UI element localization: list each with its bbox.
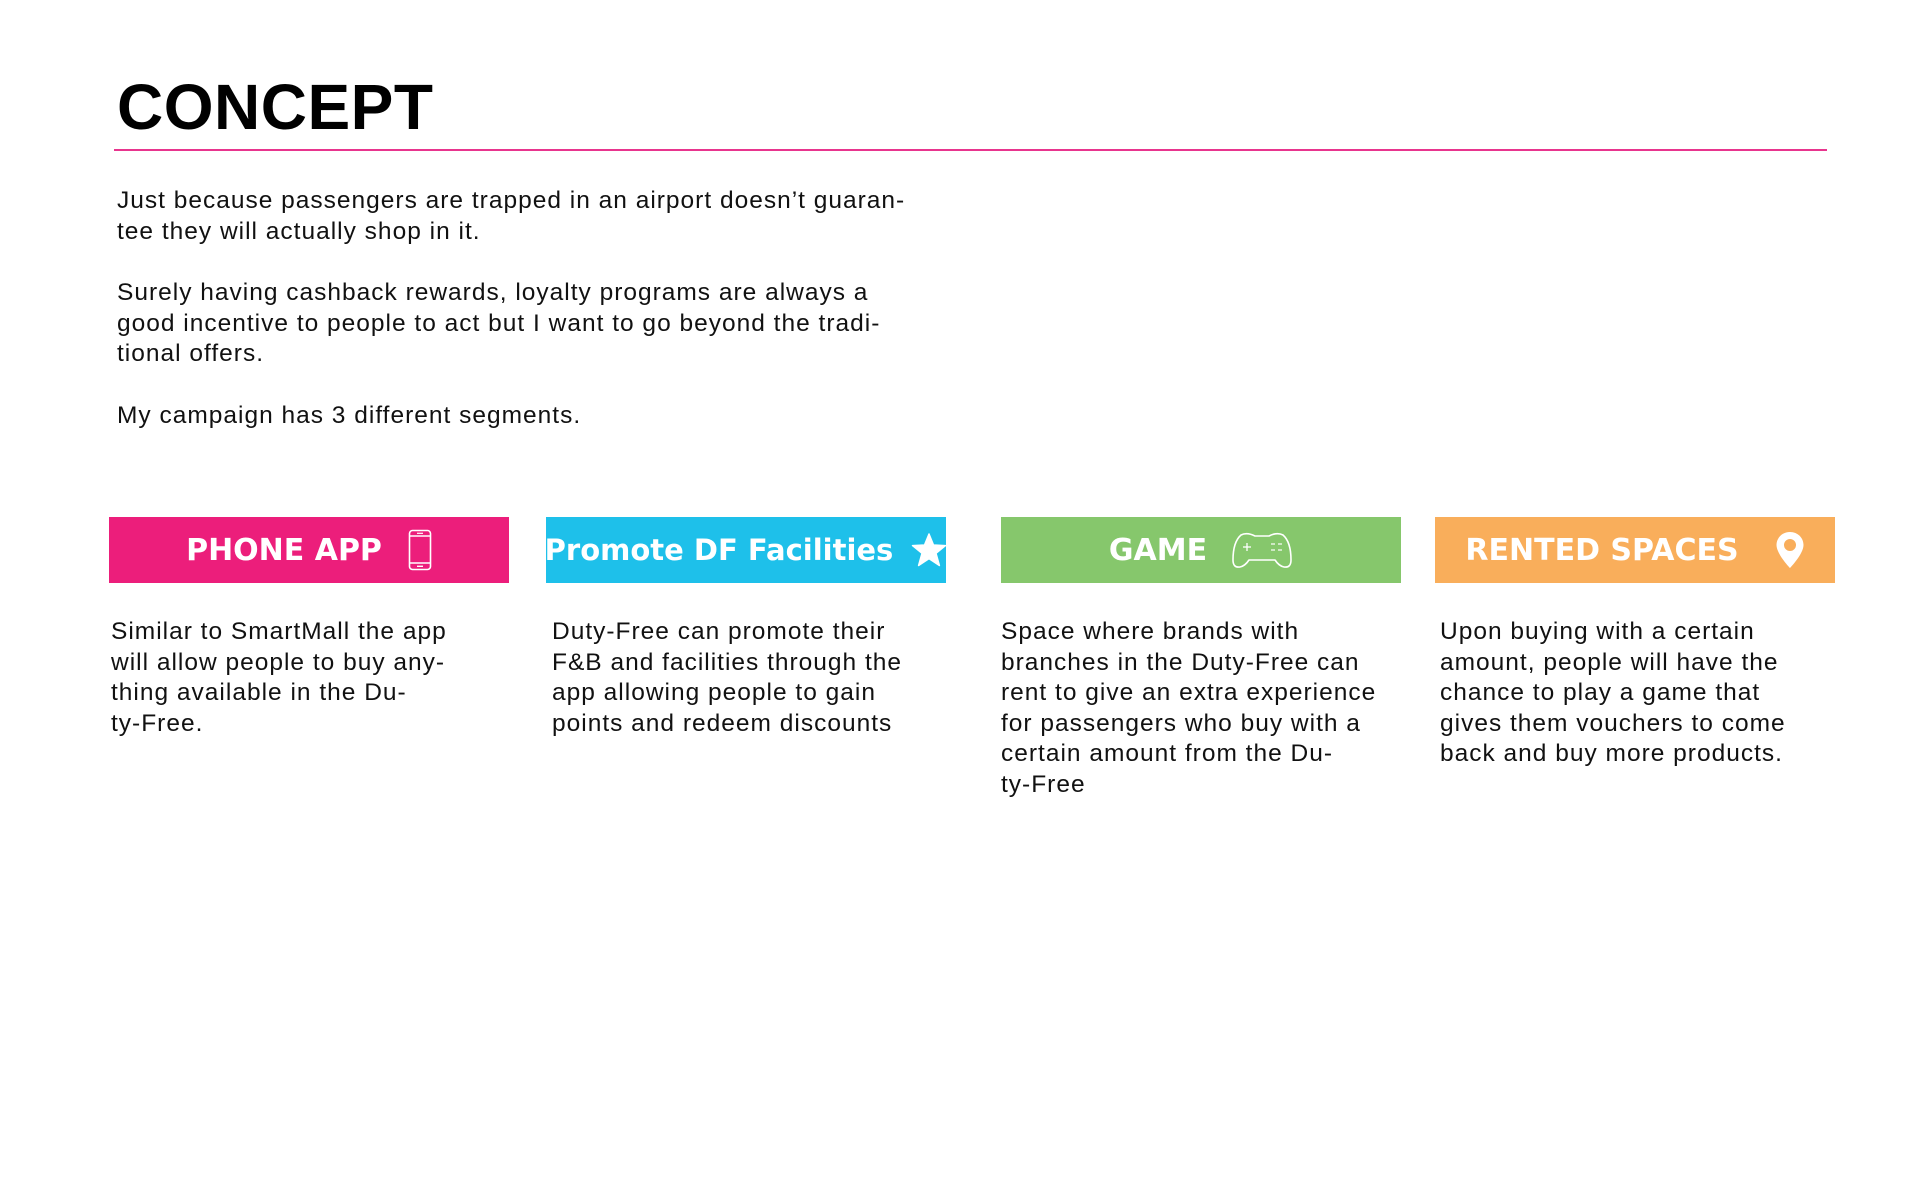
segment-title: GAME	[1108, 532, 1208, 568]
phone-icon	[408, 529, 432, 571]
location-pin-icon	[1775, 531, 1805, 569]
intro-text	[117, 186, 977, 462]
segment-title: RENTED SPACES	[1465, 532, 1739, 568]
segment-title: PHONE APP	[186, 532, 382, 568]
segment-header	[546, 517, 946, 583]
intro-paragraph: My campaign has 3 different segments.	[117, 401, 582, 429]
segment-description: Upon buying with a certain amount, people will have the chance to play a game that gives them vouchers to come back and buy more products.	[1440, 618, 1786, 767]
segment-header	[1001, 517, 1401, 583]
intro-paragraph: Surely having cashback rewards, loyalty programs are always a good incentive to people to act but I want to go beyond the tradi- tional offers.	[117, 279, 881, 367]
segment-game	[1001, 517, 1401, 800]
segment-description: Duty-Free can promote their F&B and facilities through the app allowing people to gain points and redeem discounts	[552, 618, 903, 737]
segment-description: Space where brands with branches in the Duty-Free can rent to give an extra experience for passengers who buy with a certain amount from the Du- ty-Free	[1001, 618, 1377, 798]
segment-phone-app	[109, 517, 509, 739]
star-icon	[911, 533, 947, 567]
intro-paragraph: Just because passengers are trapped in an airport doesn’t guaran- tee they will actually shop in it.	[117, 187, 906, 245]
segment-title: Promote DF Facilities	[544, 533, 894, 567]
page-title: CONCEPT	[117, 71, 434, 143]
segment-header	[109, 517, 509, 583]
segment-header	[1435, 517, 1835, 583]
segment-promote-df-facilities	[546, 517, 946, 739]
gamepad-icon	[1231, 530, 1293, 570]
segment-rented-spaces	[1435, 517, 1835, 770]
title-divider	[114, 149, 1827, 151]
segment-description: Similar to SmartMall the app will allow people to buy any- thing available in the Du- ty-Free.	[111, 618, 447, 737]
